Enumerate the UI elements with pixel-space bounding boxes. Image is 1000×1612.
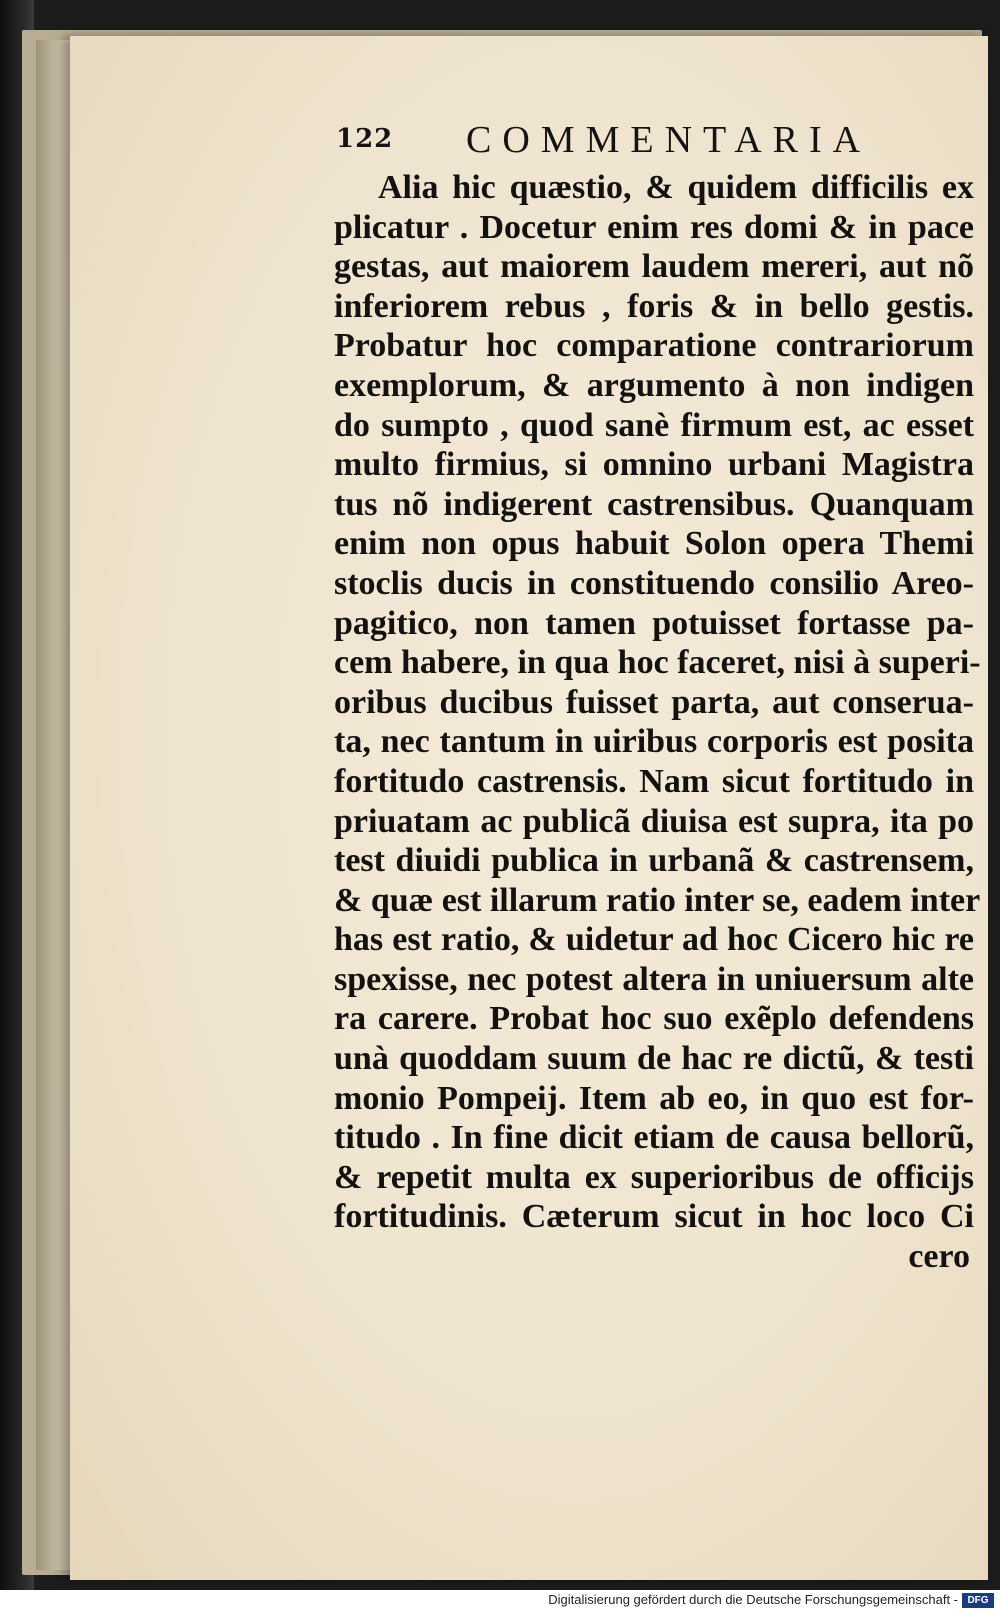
text-line: ra carere. Probat hoc suo exẽplo defendens <box>334 1000 974 1038</box>
text-line: fortitudo castrensis. Nam sicut fortitudo in <box>334 762 974 800</box>
text-line: do sumpto , quod sanè firmum est, ac esset <box>334 406 974 444</box>
text-line: stoclis ducis in constituendo consilio Areo- <box>334 564 974 602</box>
catchword: cero <box>908 1238 970 1276</box>
text-line: enim non opus habuit Solon opera Themi <box>334 525 974 563</box>
text-line: ta, nec tantum in uiribus corporis est posita <box>334 723 974 761</box>
text-line: tus nõ indigerent castrensibus. Quanquam <box>334 485 974 523</box>
body-text <box>334 168 981 1277</box>
text-line: pagitico, non tamen potuisset fortasse pa- <box>334 604 974 642</box>
text-line: inferiorem rebus , foris & in bello gestis. <box>334 287 974 325</box>
text-line: titudo . In fine dicit etiam de causa bellorũ, <box>334 1119 974 1157</box>
running-head <box>336 118 976 168</box>
footer-bar <box>0 1590 1000 1612</box>
text-line: exemplorum, & argumento à non indigen <box>334 366 974 404</box>
text-line: unà quoddam suum de hac re dictũ, & testi <box>334 1040 974 1078</box>
text-line: Alia hic quæstio, & quidem difficilis ex <box>378 169 974 206</box>
text-line: fortitudinis. Cæterum sicut in hoc loco Ci <box>334 1198 974 1236</box>
text-line: oribus ducibus fuisset parta, aut conserua- <box>334 683 974 721</box>
text-line: plicatur . Docetur enim res domi & in pace <box>334 208 974 246</box>
text-line: & repetit multa ex superioribus de officijs <box>334 1158 974 1196</box>
text-line: & quæ est illarum ratio inter se, eadem inter <box>334 881 981 919</box>
text-line: monio Pompeij. Item ab eo, in quo est for- <box>334 1079 974 1117</box>
text-line: has est ratio, & uidetur ad hoc Cicero hic re <box>334 921 974 959</box>
running-head-title: COMMENTARIA <box>466 119 872 161</box>
footer-credit: Digitalisierung gefördert durch die Deutsche Forschungsgemeinschaft - <box>548 1592 958 1607</box>
text-line: priuatam ac publicã diuisa est supra, ita po <box>334 802 974 840</box>
text-line: cem habere, in qua hoc faceret, nisi à superi- <box>334 644 981 682</box>
text-line: gestas, aut maiorem laudem mereri, aut nõ <box>334 248 974 286</box>
dfg-logo: DFG <box>962 1593 994 1608</box>
text-line: test diuidi publica in urbanã & castrensem, <box>334 842 974 880</box>
page-number: 122 <box>336 124 394 154</box>
text-line: multo firmius, si omnino urbani Magistra <box>334 446 974 484</box>
text-line: spexisse, nec potest altera in uniuersum alte <box>334 960 974 998</box>
text-line: Probatur hoc comparatione contrariorum <box>334 327 974 365</box>
